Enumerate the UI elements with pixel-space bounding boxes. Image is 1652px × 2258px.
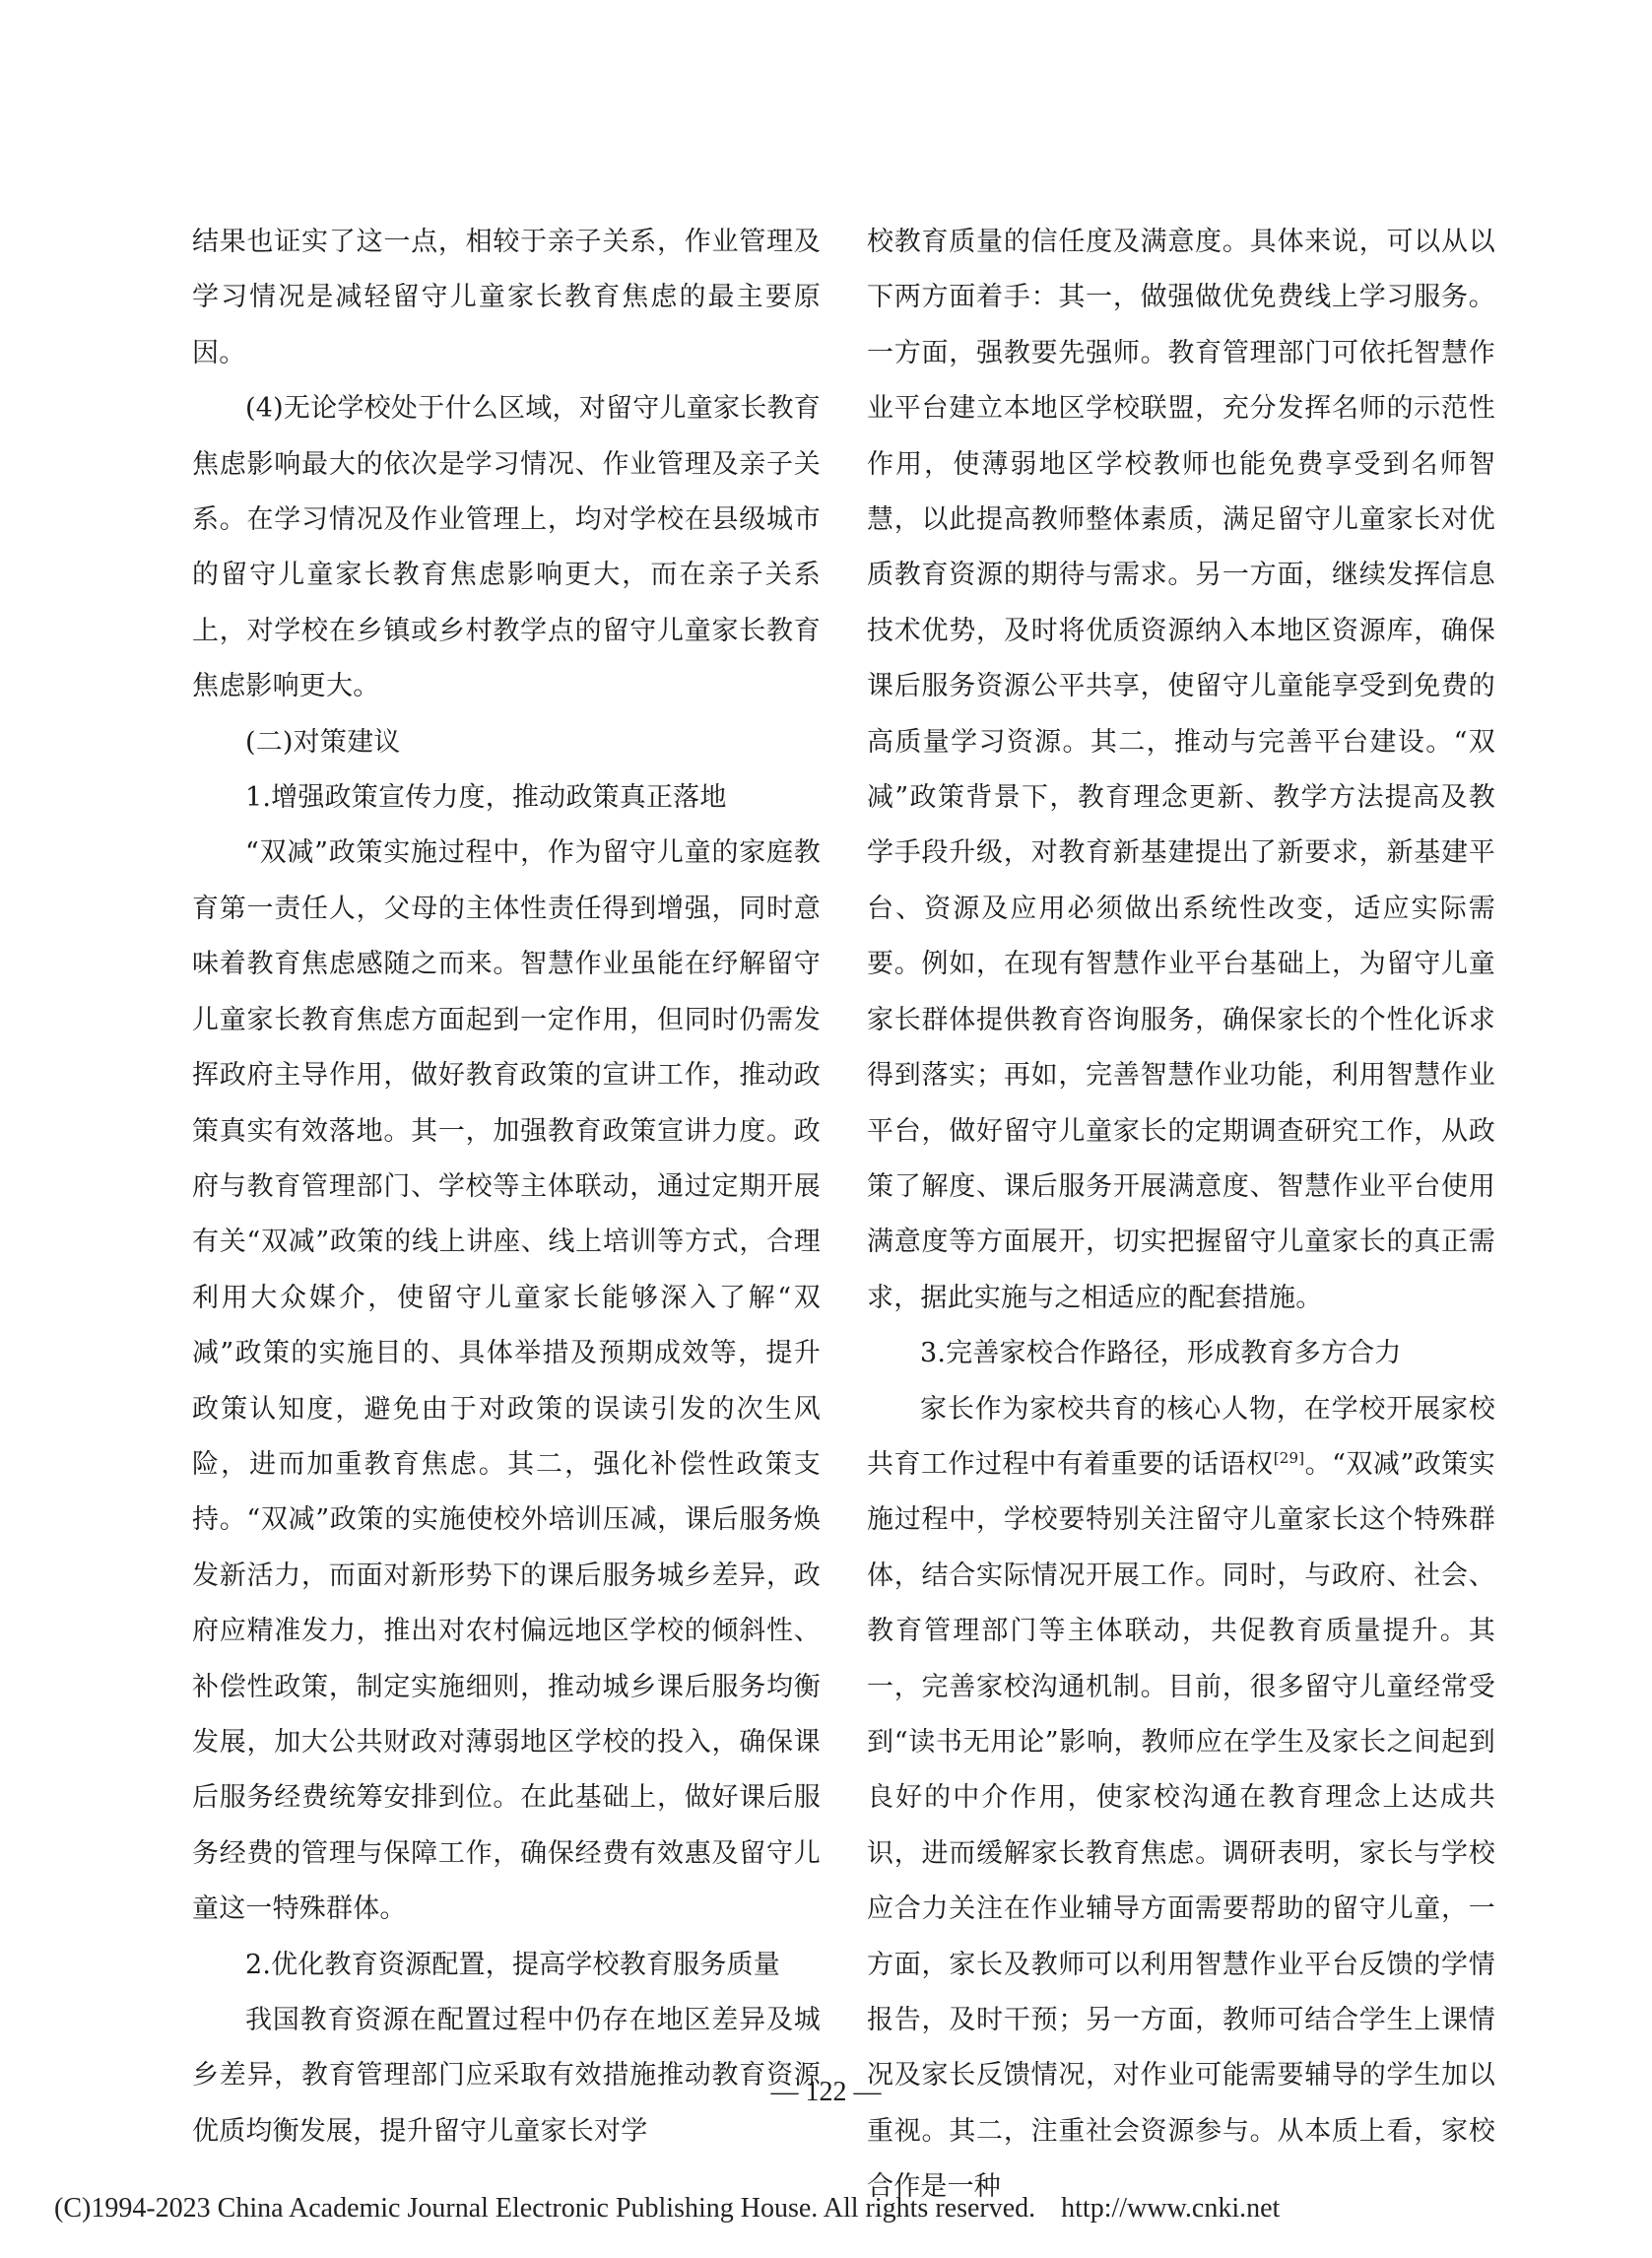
footer-url: http://www.cnki.net: [1061, 2193, 1281, 2224]
paragraph: 结果也证实了这一点，相较于亲子关系，作业管理及学习情况是减轻留守儿童家长教育焦虑的最主要原因。: [192, 227, 821, 368]
paragraph: “双减”政策实施过程中，作为留守儿童的家庭教育第一责任人，父母的主体性责任得到增强，同时意味着教育焦虑感随之而来。智慧作业虽能在纾解留守儿童家长教育焦虑方面起到一定作用，但同时仍需发挥政府主导作用，做好教育政策的宣讲工作，推动政策真实有效落地。其一，加强教育政策宣讲力度。政府与教育管理部门、学校等主体联动，通过定期开展有关“双减”政策的线上讲座、线上培训等方式，合理利用大众媒介，使留守儿童家长能够深入了解“双减”政策的实施目的、具体举措及预期成效等，提升政策认知度，避免由于对政策的误读引发的次生风险，进而加重教育焦虑。其二，强化补偿性政策支持。“双减”政策的实施使校外培训压减，课后服务焕发新活力，而面对新形势下的课后服务城乡差异，政府应精准发力，推出对农村偏远地区学校的倾斜性、补偿性政策，制定实施细则，推动城乡课后服务均衡发展，加大公共财政对薄弱地区学校的投入，确保课后服务经费统筹安排到位。在此基础上，做好课后服务经费的管理与保障工作，确保经费有效惠及留守儿童这一特殊群体。: [192, 837, 821, 1925]
citation-reference: [29]: [1273, 1448, 1305, 1467]
copyright-footer: [54, 2193, 1280, 2225]
copyright-text: (C)1994-2023 China Academic Journal Electronic Publishing House. All rights reserved.: [54, 2193, 1036, 2224]
page-number: — 122 —: [770, 2077, 882, 2107]
left-column: [192, 215, 821, 2159]
right-column: [867, 215, 1495, 2216]
paragraph: (4)无论学校处于什么区域，对留守儿童家长教育焦虑影响最大的依次是学习情况、作业管理及亲子关系。在学习情况及作业管理上，均对学校在县级城市的留守儿童家长教育焦虑影响更大，而在亲子关系上，对学校在乡镇或乡村教学点的留守儿童家长教育焦虑影响更大。: [192, 393, 821, 702]
paragraph-text: 。“双减”政策实施过程中，学校要特别关注留守儿童家长这个特殊群体，结合实际情况开展工作。同时，与政府、社会、教育管理部门等主体联动，共促教育质量提升。其一，完善家校沟通机制。目前，很多留守儿童经常受到“读书无用论”影响，教师应在学生及家长之间起到良好的中介作用，使家校沟通在教育理念上达成共识，进而缓解家长教育焦虑。调研表明，家长与学校应合力关注在作业辅导方面需要帮助的留守儿童，一方面，家长及教师可以利用智慧作业平台反馈的学情报告，及时干预；另一方面，教师可结合学生上课情况及家长反馈情况，对作业可能需要辅导的学生加以重视。其二，注重社会资源参与。从本质上看，家校合作是一种: [867, 1448, 1495, 2203]
subsection-heading: 3.完善家校合作路径，形成教育多方合力: [920, 1338, 1402, 1369]
paragraph: 校教育质量的信任度及满意度。具体来说，可以从以下两方面着手：其一，做强做优免费线上学习服务。一方面，强教要先强师。教育管理部门可依托智慧作业平台建立本地区学校联盟，充分发挥名师的示范性作用，使薄弱地区学校教师也能免费享受到名师智慧，以此提高教师整体素质，满足留守儿童家长对优质教育资源的期待与需求。另一方面，继续发挥信息技术优势，及时将优质资源纳入本地区资源库，确保课后服务资源公平共享，使留守儿童能享受到免费的高质量学习资源。其二，推动与完善平台建设。“双减”政策背景下，教育理念更新、教学方法提高及教学手段升级，对教育新基建提出了新要求，新基建平台、资源及应用必须做出系统性改变，适应实际需要。例如，在现有智慧作业平台基础上，为留守儿童家长群体提供教育咨询服务，确保家长的个性化诉求得到落实；再如，完善智慧作业功能，利用智慧作业平台，做好留守儿童家长的定期调查研究工作，从政策了解度、课后服务开展满意度、智慧作业平台使用满意度等方面展开，切实把握留守儿童家长的真正需求，据此实施与之相适应的配套措施。: [867, 227, 1495, 1313]
paragraph-text: 家长作为家校共育的核心人物，在学校开展家校共育工作过程中有着重要的话语权: [867, 1393, 1495, 1480]
section-heading: (二)对策建议: [245, 726, 401, 758]
paragraph: 我国教育资源在配置过程中仍存在地区差异及城乡差异，教育管理部门应采取有效措施推动教育资源优质均衡发展，提升留守儿童家长对学: [192, 2005, 821, 2147]
subsection-heading: 1.增强政策宣传力度，推动政策真正落地: [245, 782, 727, 814]
subsection-heading: 2.优化教育资源配置，提高学校教育服务质量: [245, 1949, 780, 1980]
